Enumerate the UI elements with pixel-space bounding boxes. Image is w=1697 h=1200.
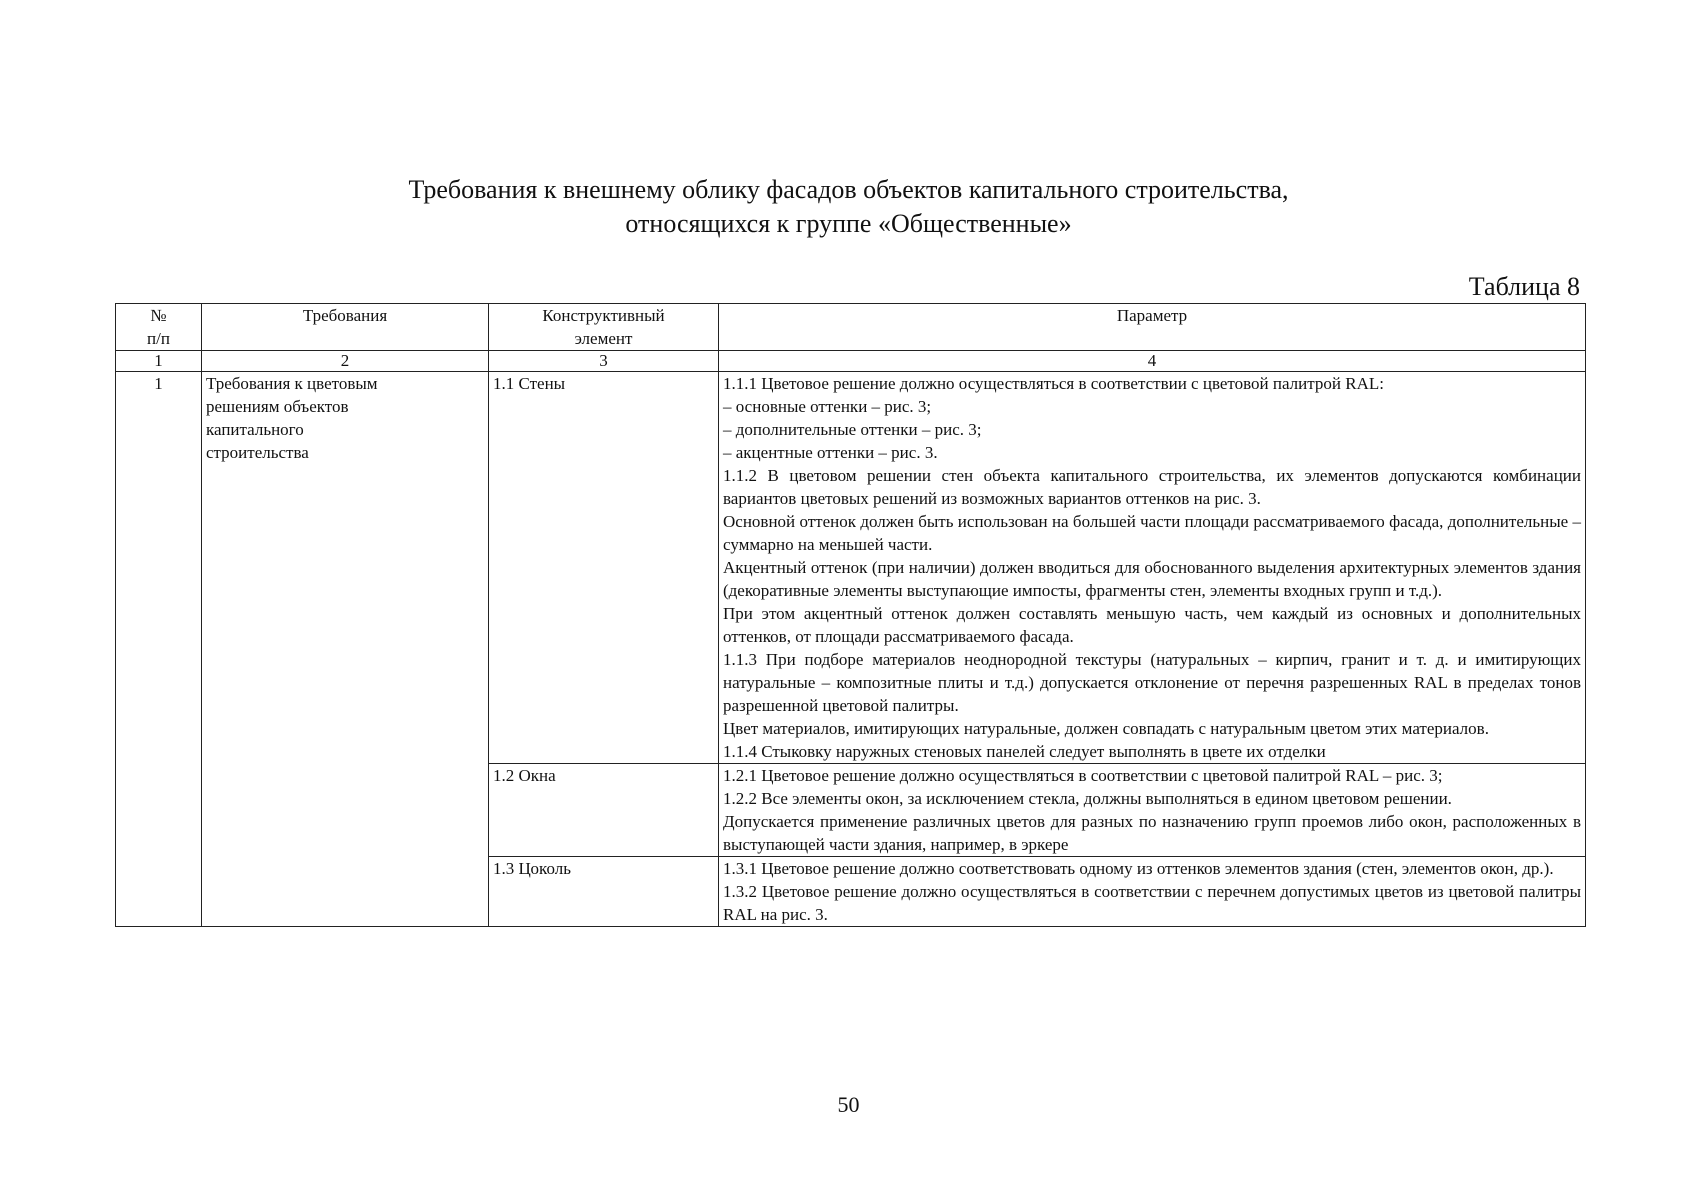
parameters-plinth [719, 857, 1586, 927]
parameter-paragraph: 1.1.1 Цветовое решение должно осуществляться в соответствии с цветовой палитрой RAL: [723, 374, 1384, 393]
parameters-walls [719, 372, 1586, 764]
parameter-paragraph: Основной оттенок должен быть использован на большей части площади рассматриваемого фасада, дополнительные – суммарно на меньшей части. [723, 512, 1581, 554]
column-number-4: 4 [719, 351, 1586, 372]
row-number: 1 [116, 372, 202, 927]
header-no-line-2: п/п [147, 329, 170, 348]
header-element-line-2: элемент [574, 329, 633, 348]
requirement-line: строительства [206, 443, 309, 462]
parameters-windows [719, 764, 1586, 857]
header-row [116, 304, 1586, 351]
header-element-line-1: Конструктивный [542, 306, 665, 325]
header-requirements: Требования [202, 304, 489, 351]
parameter-paragraph: – акцентные оттенки – рис. 3. [723, 443, 938, 462]
header-element [489, 304, 719, 351]
header-parameter: Параметр [719, 304, 1586, 351]
title-line-2: относящихся к группе «Общественные» [625, 209, 1072, 238]
parameter-paragraph: – основные оттенки – рис. 3; [723, 397, 932, 416]
title-line-1: Требования к внешнему облику фасадов объектов капитального строительства, [408, 175, 1289, 204]
page-number: 50 [837, 1092, 860, 1117]
document-title [0, 173, 1697, 241]
column-number-row [116, 351, 1586, 372]
parameter-paragraph: Акцентный оттенок (при наличии) должен вводиться для обоснованного выделения архитектурных элементов здания (декоративные элементы выступающие импосты, фрагменты стен, элементы входных групп и т.д.). [723, 558, 1581, 600]
parameter-paragraph: 1.1.3 При подборе материалов неоднородной текстуры (натуральных – кирпич, гранит и т. д. и имитирующих натуральные – композитные плиты и т.д.) допускается отклонение от перечня разрешенных RAL в пределах тонов разрешенной цветовой палитры. [723, 650, 1581, 715]
parameter-paragraph: – дополнительные оттенки – рис. 3; [723, 420, 982, 439]
requirement-cell [202, 372, 489, 927]
header-no [116, 304, 202, 351]
parameter-paragraph: Допускается применение различных цветов для разных по назначению групп проемов либо окон, расположенных в выступающей части здания, например, в эркере [723, 812, 1581, 854]
column-number-3: 3 [489, 351, 719, 372]
requirement-line: Требования к цветовым [206, 374, 378, 393]
header-no-line-1: № [150, 306, 167, 325]
requirement-line: капитального [206, 420, 304, 439]
parameter-paragraph: 1.3.2 Цветовое решение должно осуществляться в соответствии с перечнем допустимых цветов из цветовой палитры RAL на рис. 3. [723, 882, 1581, 924]
parameter-paragraph: 1.1.2 В цветовом решении стен объекта капитального строительства, их элементов допускаются комбинации вариантов цветовых решений из возможных вариантов оттенков на рис. 3. [723, 466, 1581, 508]
table-row [116, 372, 1586, 764]
column-number-1: 1 [116, 351, 202, 372]
parameter-paragraph: 1.2.1 Цветовое решение должно осуществляться в соответствии с цветовой палитрой RAL – рис. 3; [723, 766, 1443, 785]
parameter-paragraph: Цвет материалов, имитирующих натуральные, должен совпадать с натуральным цветом этих материалов. [723, 719, 1489, 738]
parameter-paragraph: 1.1.4 Стыковку наружных стеновых панелей следует выполнять в цвете их отделки [723, 742, 1326, 761]
element-plinth: 1.3 Цоколь [489, 857, 719, 927]
table-caption: Таблица 8 [1468, 272, 1580, 301]
element-walls: 1.1 Стены [489, 372, 719, 764]
requirement-line: решениям объектов [206, 397, 349, 416]
column-number-2: 2 [202, 351, 489, 372]
element-windows: 1.2 Окна [489, 764, 719, 857]
parameter-paragraph: При этом акцентный оттенок должен составлять меньшую часть, чем каждый из основных и дополнительных оттенков, от площади рассматриваемого фасада. [723, 604, 1581, 646]
parameter-paragraph: 1.3.1 Цветовое решение должно соответствовать одному из оттенков элементов здания (стен, элементов окон, др.). [723, 859, 1554, 878]
requirements-table [115, 303, 1586, 927]
parameter-paragraph: 1.2.2 Все элементы окон, за исключением стекла, должны выполняться в едином цветовом решении. [723, 789, 1452, 808]
